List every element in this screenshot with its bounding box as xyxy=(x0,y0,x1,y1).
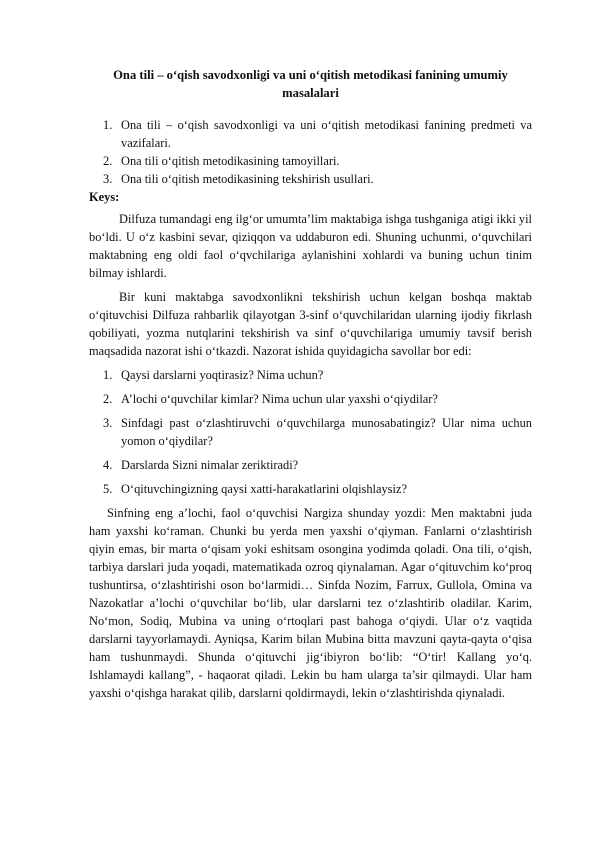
list-text: A’lochi o‘quvchilar kimlar? Nima uchun ular yaxshi o‘qiydilar? xyxy=(121,392,438,406)
list-text: O‘qituvchingizning qaysi xatti-harakatlarini olqishlaysiz? xyxy=(121,482,407,496)
questions-list xyxy=(89,366,532,498)
list-item xyxy=(103,414,532,450)
list-text: Sinfdagi past o‘zlashtiruvchi o‘quvchilarga munosabatingiz? Ular nima uchun yomon o‘qiydilar? xyxy=(121,416,532,448)
list-number: 2. xyxy=(103,154,113,168)
keys-heading: Keys: xyxy=(89,190,120,204)
list-number: 1. xyxy=(103,118,113,132)
list-text: Darslarda Sizni nimalar zeriktiradi? xyxy=(121,458,299,472)
list-number: 3. xyxy=(103,172,113,186)
list-text: Qaysi darslarni yoqtirasiz? Nima uchun? xyxy=(121,368,324,382)
list-number: 5. xyxy=(103,482,113,496)
list-item xyxy=(103,170,532,188)
list-number: 2. xyxy=(103,392,113,406)
list-item xyxy=(103,390,532,408)
paragraph: Dilfuza tumandagi eng ilg‘or umumta’lim maktabiga ishga tushganiga atigi ikki yil bo‘ldi. U o‘z kasbini sevar, qiziqqon va uddaburon edi. Shuning uchunmi, o‘quvchilari maktabning eng oldi faol o‘qvchilariga aylanishini xohlardi va buning uchun tinim bilmay ishlardi. xyxy=(89,212,532,280)
list-number: 1. xyxy=(103,368,113,382)
list-number: 3. xyxy=(103,416,113,430)
list-text: Ona tili o‘qitish metodikasining tekshirish usullari. xyxy=(121,172,374,186)
list-item xyxy=(103,456,532,474)
list-item xyxy=(103,366,532,384)
list-item xyxy=(103,480,532,498)
list-text: Ona tili – o‘qish savodxonligi va uni o‘qitish metodikasi fanining predmeti va vazifalari. xyxy=(121,118,532,150)
list-number: 4. xyxy=(103,458,113,472)
list-text: Ona tili o‘qitish metodikasining tamoyillari. xyxy=(121,154,340,168)
closing-paragraph: Sinfning eng a’lochi, faol o‘quvchisi Nargiza shunday yozdi: Men maktabni juda ham yaxshi ko‘raman. Chunki bu yerda men yaxshi o‘qiyman. Fanlarni o‘zlashtirish qiyin emas, bir marta o‘qisam yoki eshitsam osongina yodimda qoladi. Ona tili, o‘qish, tarbiya darslari juda yoqadi, matematikada ozroq qiynalaman. Agar o‘qituvchim ko‘proq tushuntirsa, o‘zlashtirishi oson bo‘larmidi… Sinfda Nozim, Farrux, Gullola, Omina va Nazokatlar a’lochi o‘quvchilar bo‘lib, ular darslarni tez o‘zlashtirib oladilar. Karim, No‘mon, Sodiq, Mubina va uning o‘rtoqlari past bahoga o‘qiydi. Ular o‘z vaqtida darslarni tayyorlamaydi. Ayniqsa, Karim bilan Mubina bitta mavzuni qayta-qayta o‘qisa ham tushunmaydi. Shunda o‘qituvchi jig‘ibiyron bo‘lib: “O‘tir! Kallang yo‘q. Ishlamaydi kallang”, - haqaorat qiladi. Lekin bu ham ularga ta’sir qilmaydi. Ular ham yaxshi o‘qishga harakat qilib, darslarni qoldirmaydi, lekin o‘zlashtirishda qiynaladi. xyxy=(89,506,532,700)
list-item xyxy=(103,152,532,170)
page-title: Ona tili – o‘qish savodxonligi va uni o‘qitish metodikasi fanining umumiy masalalari xyxy=(113,68,508,100)
topics-list xyxy=(89,116,532,188)
paragraph: Bir kuni maktabga savodxonlikni tekshirish uchun kelgan boshqa maktab o‘qituvchisi Dilfuza rahbarlik qilayotgan 3-sinf o‘quvchilaridan ularning ijodiy fikrlash qobiliyati, yozma nutqlarini tekshirish va sinf o‘quvchilariga umumiy tavsif berish maqsadida nazorat ishi o‘tkazdi. Nazorat ishida quyidagicha savollar bor edi: xyxy=(89,290,532,358)
list-item xyxy=(103,116,532,152)
